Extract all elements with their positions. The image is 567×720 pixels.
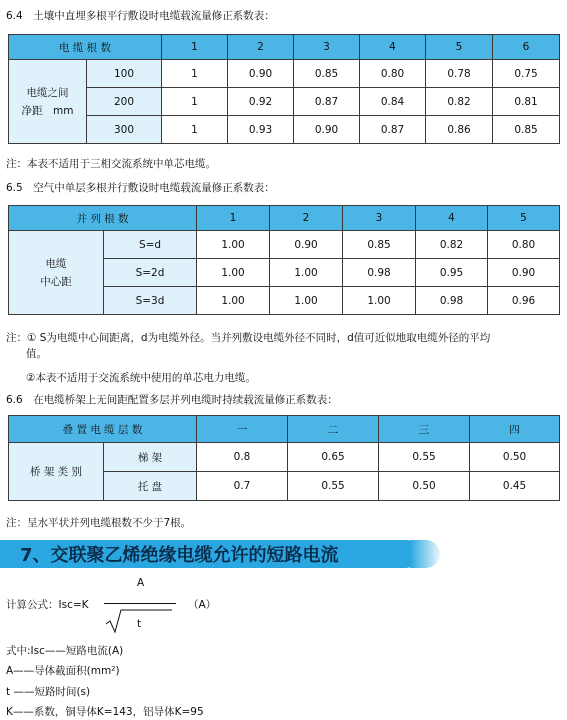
header-col: 3 (294, 35, 360, 60)
table-cell: 1.00 (197, 231, 270, 259)
note-6-5-1b: 值。 (26, 348, 47, 360)
table-cell: 0.75 (493, 60, 560, 88)
table-cell: 0.90 (488, 259, 560, 287)
table-cell: 0.87 (360, 116, 426, 144)
header-col: 6 (493, 35, 560, 60)
note-6-4: 注：本表不适用于三相交流系统中单芯电缆。 (6, 158, 216, 170)
table-cell: 1 (162, 60, 228, 88)
spacing-cell: S=2d (104, 259, 197, 287)
note-6-6: 注：呈水平状并列电缆根数不少于7根。 (6, 517, 192, 529)
side-label: 桥 架 类 别 (9, 443, 104, 501)
section-7-banner-tail (410, 540, 440, 568)
table-cell: 0.78 (426, 60, 493, 88)
table-cell: 0.90 (270, 231, 343, 259)
def-t: t ——短路时间(s) (6, 686, 91, 698)
formula-label: 计算公式：Isc=K (6, 599, 89, 611)
table-cell: 0.98 (416, 287, 488, 315)
table-cell: 1.00 (343, 287, 416, 315)
table-cell: 0.98 (343, 259, 416, 287)
table-cell: 1 (162, 88, 228, 116)
header-col: 二 (288, 416, 379, 443)
table-cell: 1 (162, 116, 228, 144)
table-cell: 0.86 (426, 116, 493, 144)
table-cell: 0.85 (493, 116, 560, 144)
table-cell: 0.87 (294, 88, 360, 116)
def-a: A——导体截面积(mm²) (6, 665, 120, 677)
table-cell: 0.65 (288, 443, 379, 472)
table-cell: 0.55 (379, 443, 470, 472)
tray-type-cell: 梯 架 (104, 443, 197, 472)
table-cell: 0.90 (228, 60, 294, 88)
table-cell: 0.95 (416, 259, 488, 287)
def-k: K——系数，铜导体K=143，铝导体K=95 (6, 706, 204, 718)
section-6-4-heading: 6.4 土壤中直埋多根平行敷设时电缆载流量修正系数表： (6, 10, 275, 22)
header-col: 5 (426, 35, 493, 60)
table-cell: 0.96 (488, 287, 560, 315)
table-cell: 1.00 (197, 259, 270, 287)
table-cell: 0.92 (228, 88, 294, 116)
table-cell: 0.55 (288, 472, 379, 501)
header-col: 1 (197, 206, 270, 231)
side-label: 电缆 中心距 (9, 231, 104, 315)
header-col: 4 (360, 35, 426, 60)
header-col: 2 (228, 35, 294, 60)
def-isc: 式中:Isc——短路电流(A) (6, 645, 124, 657)
header-col: 5 (488, 206, 560, 231)
table-cell: 0.7 (197, 472, 288, 501)
section-6-6-heading: 6.6 在电缆桥架上无间距配置多层并列电缆时持续载流量修正系数表： (6, 394, 338, 406)
header-col: 四 (470, 416, 560, 443)
header-col: 一 (197, 416, 288, 443)
section-7-title: 7、交联聚乙烯绝缘电缆允许的短路电流 (20, 545, 339, 566)
table-cell: 0.81 (493, 88, 560, 116)
table-6-5 (8, 205, 560, 315)
formula-unit: （A） (188, 599, 217, 611)
header-layer-count: 叠 置 电 缆 层 数 (9, 416, 197, 443)
formula-numerator: A (137, 577, 145, 589)
spacing-cell: S=d (104, 231, 197, 259)
table-cell: 0.8 (197, 443, 288, 472)
table-cell: 0.85 (294, 60, 360, 88)
table-cell: 0.50 (379, 472, 470, 501)
table-cell: 1.00 (270, 259, 343, 287)
table-cell: 0.85 (343, 231, 416, 259)
table-cell: 0.45 (470, 472, 560, 501)
header-parallel-count: 并 列 根 数 (9, 206, 197, 231)
header-col: 2 (270, 206, 343, 231)
spacing-cell: 200 (87, 88, 162, 116)
header-col: 三 (379, 416, 470, 443)
header-col: 4 (416, 206, 488, 231)
header-cable-count: 电 缆 根 数 (9, 35, 162, 60)
table-cell: 0.84 (360, 88, 426, 116)
table-cell: 1.00 (197, 287, 270, 315)
table-6-6 (8, 415, 560, 501)
spacing-cell: 100 (87, 60, 162, 88)
note-6-5-1: 注：① S为电缆中心间距离，d为电缆外径。当并列敷设电缆外径不同时，d值可近似地取电缆外径的平均 (6, 332, 491, 344)
table-cell: 1.00 (270, 287, 343, 315)
section-6-5-heading: 6.5 空气中单层多根并行敷设时电缆载流量修正系数表： (6, 182, 275, 194)
table-cell: 0.82 (426, 88, 493, 116)
table-cell: 0.93 (228, 116, 294, 144)
tray-type-cell: 托 盘 (104, 472, 197, 501)
spacing-cell: 300 (87, 116, 162, 144)
table-cell: 0.82 (416, 231, 488, 259)
table-cell: 0.90 (294, 116, 360, 144)
table-cell: 0.50 (470, 443, 560, 472)
table-6-4 (8, 34, 560, 144)
table-cell: 0.80 (360, 60, 426, 88)
fraction-bar (104, 603, 176, 604)
side-label: 电缆之间 净距 mm (9, 60, 87, 144)
note-6-5-2: ②本表不适用于交流系统中使用的单芯电力电缆。 (26, 372, 256, 384)
header-col: 1 (162, 35, 228, 60)
spacing-cell: S=3d (104, 287, 197, 315)
header-col: 3 (343, 206, 416, 231)
table-cell: 0.80 (488, 231, 560, 259)
formula-denominator: t (137, 618, 142, 630)
